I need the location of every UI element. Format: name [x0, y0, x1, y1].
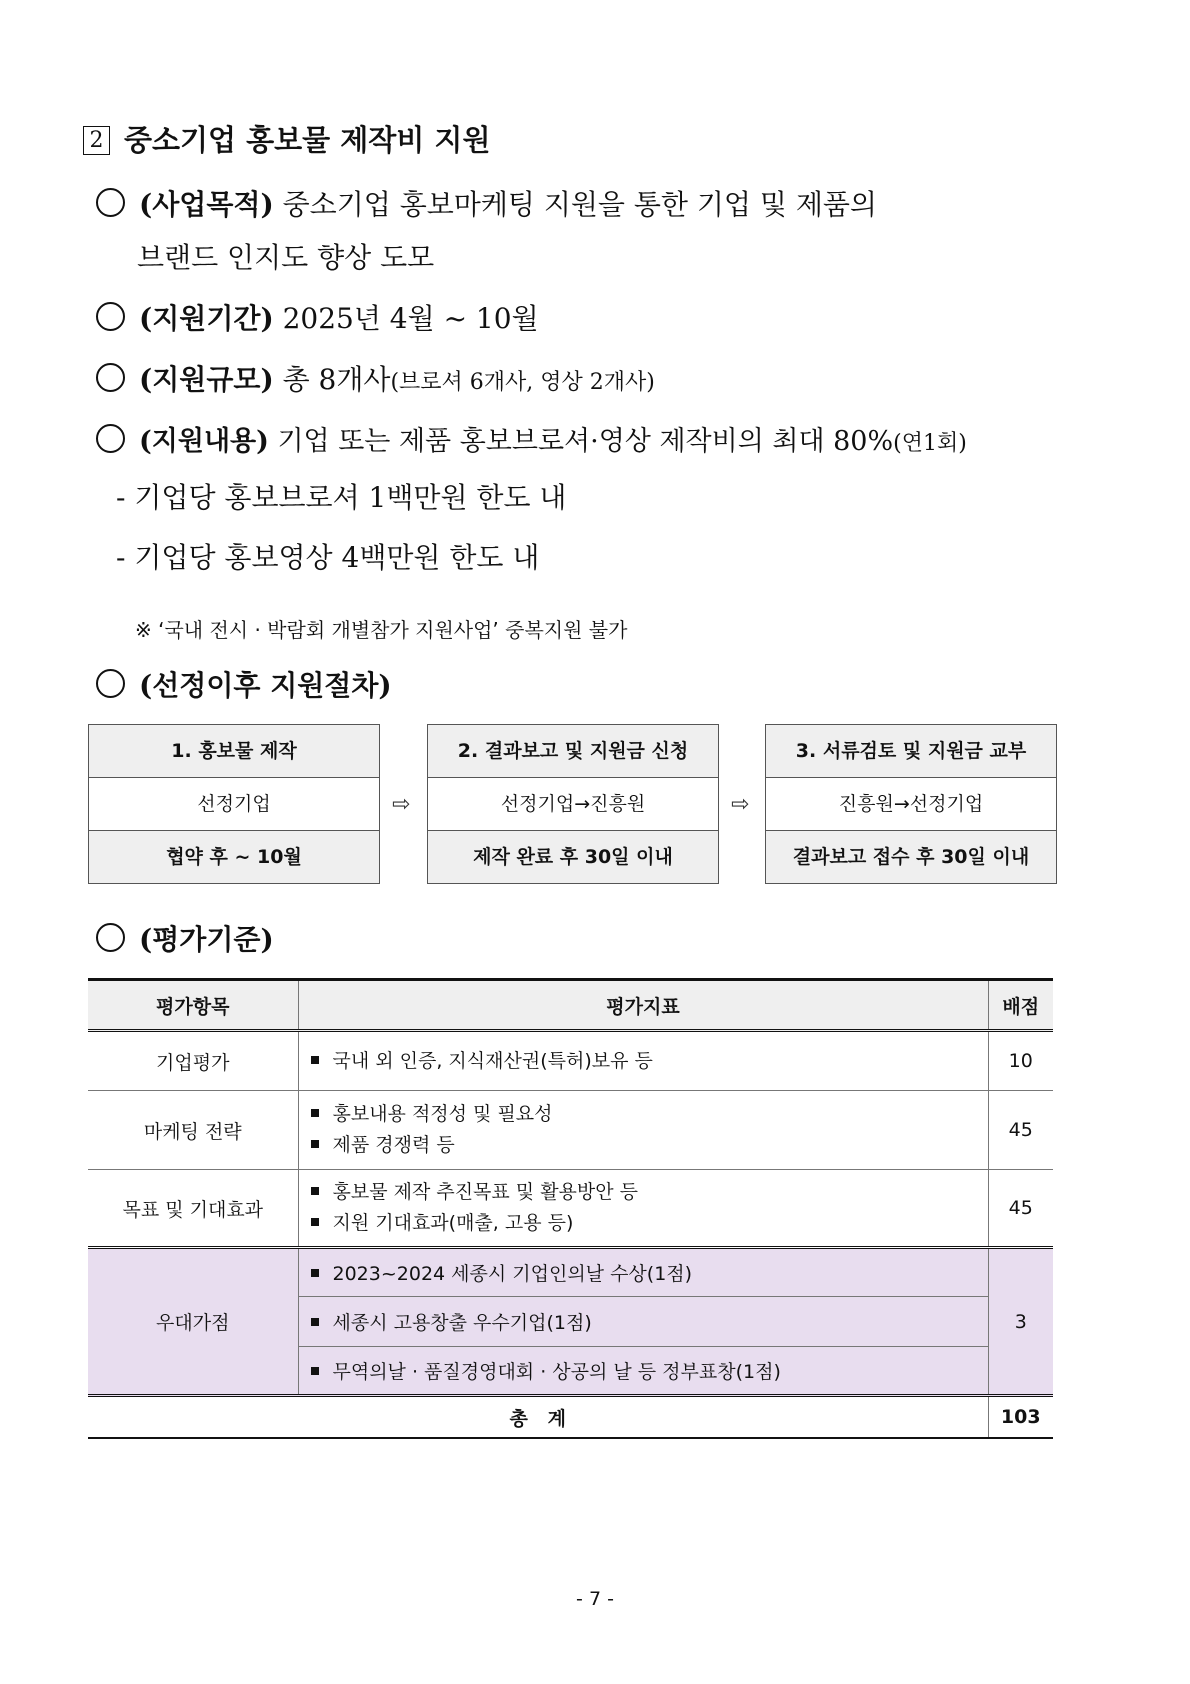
- criteria-label: (평가기준): [139, 923, 274, 956]
- header-score: 배점: [988, 980, 1053, 1031]
- flow-step-1: [88, 724, 380, 884]
- circle-bullet-icon: [96, 302, 125, 331]
- arrow-right-icon: ⇨: [392, 792, 411, 817]
- square-bullet-icon: [311, 1187, 319, 1195]
- indicator-text: 지원 기대효과(매출, 고용 등): [332, 1212, 574, 1234]
- purpose-text: 중소기업 홍보마케팅 지원을 통한 기업 및 제품의: [273, 188, 877, 221]
- table-row-total: [88, 1396, 1053, 1439]
- bullet-content: [96, 419, 967, 458]
- content-label: (지원내용): [139, 426, 269, 457]
- row-item: 기업평가: [88, 1031, 298, 1091]
- content-text: 기업 또는 제품 홍보브로셔·영상 제작비의 최대 80%: [268, 426, 894, 457]
- content-detail: (연1회): [893, 431, 967, 456]
- bullet-procedure: [96, 664, 392, 704]
- square-bullet-icon: [311, 1056, 319, 1064]
- indicator-text: 홍보물 제작 추진목표 및 활용방안 등: [332, 1181, 639, 1203]
- purpose-label: (사업목적): [139, 188, 274, 221]
- square-bullet-icon: [311, 1318, 319, 1326]
- flow-step-2: [427, 724, 719, 884]
- section-title: [83, 118, 490, 159]
- indicator-text: 무역의날 · 품질경영대회 · 상공의 날 등 정부표창(1점): [332, 1361, 781, 1383]
- row-indicators: [298, 1170, 988, 1248]
- total-label: 총 계: [88, 1396, 988, 1439]
- row-item: 목표 및 기대효과: [88, 1170, 298, 1248]
- table-row: [88, 1091, 1053, 1170]
- square-bullet-icon: [311, 1367, 319, 1375]
- bonus-item: 우대가점: [88, 1248, 298, 1396]
- table-row: [88, 1170, 1053, 1248]
- indicator-text: 세종시 고용창출 우수기업(1점): [332, 1312, 592, 1334]
- evaluation-table: [88, 978, 1053, 1439]
- indicator-text: 홍보내용 적정성 및 필요성: [332, 1103, 553, 1125]
- table-row-bonus: [88, 1248, 1053, 1297]
- total-score: 103: [988, 1396, 1053, 1439]
- sub-video: - 기업당 홍보영상 4백만원 한도 내: [116, 541, 540, 574]
- circle-bullet-icon: [96, 188, 125, 217]
- period-label: (지원기간): [139, 302, 274, 335]
- header-indicator: 평가지표: [298, 980, 988, 1031]
- bullet-period: [96, 297, 539, 337]
- scale-label: (지원규모): [139, 363, 274, 396]
- section-number: 2: [83, 126, 110, 155]
- period-text: 2025년 4월 ~ 10월: [273, 302, 539, 335]
- scale-detail: (브로셔 6개사, 영상 2개사): [390, 370, 655, 395]
- bullet-scale: [96, 358, 655, 398]
- procedure-label: (선정이후 지원절차): [139, 669, 392, 702]
- flow-step-actor: 선정기업: [89, 778, 379, 831]
- row-score: 45: [988, 1091, 1053, 1170]
- bonus-score: 3: [988, 1248, 1053, 1396]
- bonus-indicator: [298, 1297, 988, 1347]
- section-title-text: 중소기업 홍보물 제작비 지원: [124, 123, 491, 157]
- table-row: [88, 1031, 1053, 1091]
- square-bullet-icon: [311, 1269, 319, 1277]
- header-item: 평가항목: [88, 980, 298, 1031]
- flow-step-title: 2. 결과보고 및 지원금 신청: [428, 725, 718, 778]
- arrow-right-icon: ⇨: [731, 792, 750, 817]
- flow-step-timing: 결과보고 접수 후 30일 이내: [766, 831, 1056, 883]
- flow-step-actor: 진흥원→선정기업: [766, 778, 1056, 831]
- indicator-text: 제품 경쟁력 등: [332, 1134, 455, 1156]
- square-bullet-icon: [311, 1218, 319, 1226]
- circle-bullet-icon: [96, 923, 125, 952]
- square-bullet-icon: [311, 1109, 319, 1117]
- sub-brochure: - 기업당 홍보브로셔 1백만원 한도 내: [116, 481, 567, 514]
- page-number: - 7 -: [576, 1588, 614, 1610]
- row-indicators: [298, 1031, 988, 1091]
- row-indicators: [298, 1091, 988, 1170]
- note: ※ ‘국내 전시 · 박람회 개별참가 지원사업’ 중복지원 불가: [135, 618, 628, 642]
- square-bullet-icon: [311, 1140, 319, 1148]
- flow-step-title: 1. 홍보물 제작: [89, 725, 379, 778]
- flow-step-timing: 제작 완료 후 30일 이내: [428, 831, 718, 883]
- indicator-text: 2023~2024 세종시 기업인의날 수상(1점): [332, 1263, 693, 1285]
- scale-text: 총 8개사: [273, 363, 391, 396]
- row-item: 마케팅 전략: [88, 1091, 298, 1170]
- bonus-indicator: [298, 1347, 988, 1396]
- bonus-indicator: [298, 1248, 988, 1297]
- circle-bullet-icon: [96, 424, 125, 453]
- circle-bullet-icon: [96, 363, 125, 392]
- flow-step-actor: 선정기업→진흥원: [428, 778, 718, 831]
- flow-step-3: [765, 724, 1057, 884]
- bullet-purpose: [96, 183, 877, 223]
- circle-bullet-icon: [96, 669, 125, 698]
- bullet-criteria: [96, 918, 274, 958]
- row-score: 45: [988, 1170, 1053, 1248]
- purpose-text-cont: 브랜드 인지도 향상 도모: [137, 241, 435, 274]
- flow-step-title: 3. 서류검토 및 지원금 교부: [766, 725, 1056, 778]
- indicator-text: 국내 외 인증, 지식재산권(특허)보유 등: [332, 1049, 653, 1072]
- flow-step-timing: 협약 후 ~ 10월: [89, 831, 379, 883]
- row-score: 10: [988, 1031, 1053, 1091]
